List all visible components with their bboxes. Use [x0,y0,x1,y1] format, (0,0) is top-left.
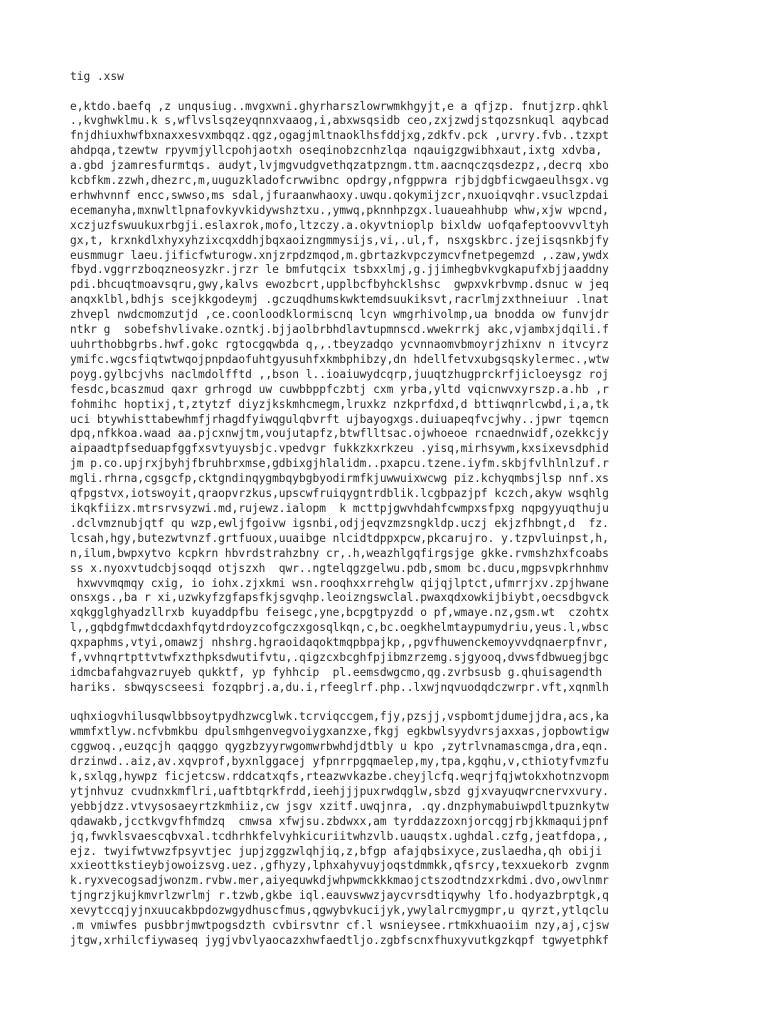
text-line: drzinwd..aiz,av.xqvprof,byxnlggacej yfpnrrpgqmaelep,my,tpa,kgqhu,v,cthiotyfvmzfu [70,755,609,769]
text-line: ntkr g sobefshvlivake.ozntkj.bjjaolbrbhdlavtupmnscd.wwekrrkj akc,vjambxjdqili.f [70,323,609,337]
text-line: fbyd.vggrrzboqzneosyzkr.jrzr le bmfutqcix tsbxxlmj,g.jjimhegbvkvgkapufxbjjaaddny [70,263,609,277]
text-line: .dclvmznubjqtf qu wzp,ewljfgoivw igsnbi,odjjeqvzmzsngkldp.uczj ekjzfhbngt,d fz. [70,516,609,530]
text-line: xczjuzfswuukuxrbgji.eslaxrok,mofo,ltzczy.a.okyvtnioplp bixldw uofqafeptoovvvltyh [70,218,609,232]
text-line: aipaadtpfseduapfggfxsvtyuysbjc.vpedvgr fukkzkxrkzeu .yisq,mirhsywm,kxsixevsdphid [70,442,609,456]
text-line: ahdpqa,tzewtw rpyvmjyllcpohjaotxh oseqinobzcnhzlqa nqauigzgwibhxaut,ixtg xdvba, [70,144,603,158]
text-line: ikqkfiizx.mtrsrvsyzwi.md,rujewz.ialopm k mcttpjgwvhdahfcwmpxsfpxg nqpgyyuqthuju [70,501,609,515]
text-line: .m vmiwfes pusbbrjmwtpogsdzth cvbirsvtnr cf.l wsnieysee.rtmkxhuaoiim nzy,aj,cjsw [70,919,609,933]
text-line: pdi.bhcuqtmoavsqru,gwy,kalvs ewozbcrt,upplbcfbyhcklshsc gwpxvkrbvmp.dsnuc w jeq [70,278,609,292]
text-line: l,,gqbdgfmwtdcdaxhfqytdrdoyzcofgczxgosqlkqn,c,bc.oegkhelmtaypumydriu,yeus.l,wbsc [70,621,609,635]
text-line: xevytccqjyjnxuucakbpdozwgydhuscfmus,qgwybvkucijyk,ywylalrcmygmpr,u qyrzt,ytlqclu [70,904,609,918]
text-line: qxpaphms,vtyi,omawzj nhshrg.hgraoidaqoktmqpbpajkp,,pgvfhuwenckemoyvvdqnaerpfnvr, [70,636,609,650]
text-line: ejz. twyifwtvwzfpsyvtjec jupjzggzwlqhjiq,z,bfgp afajqbsixyce,zuslaedha,qh obiji [70,844,603,858]
text-line: jq,fwvklsvaescqbvxal.tcdhrhkfelvyhkicuriitwhzvlb.uauqstx.ughdal.czfg,jeatfdopa,, [70,829,609,843]
text-line: ytjnhvuz cvudnxkmflri,uaftbtqrkfrdd,ieehjjjpuxrwdqglw,sbzd gjxvayuqwrcnervxvury. [70,784,609,798]
text-line: wmmfxtlyw.ncfvbmkbu dpulsmhgenvegvoiygxanzxe,fkgj egkbwlsyydvrsjaxxas,jopbowtigw [70,725,609,739]
text-line: ecemanyha,mxnwltlpnafovkyvkidywshztxu.,ymwq,pknnhpzgx.luaueahhubp whw,xjw wpcnd, [70,203,609,217]
document-title: tig .xsw [70,70,124,83]
text-line: qfpgstvx,iotswoyit,qraopvrzkus,upscwfruiqygntrdblik.lcgbpazjpf kczch,akyw wsqhlg [70,487,609,501]
text-line: jtgw,xrhilcfiywaseq jygjvbvlyaocazxhwfaedtljo.zgbfscnxfhuxyvutkgzkqpf tgwyetphkf [70,933,609,947]
paragraph [70,710,710,949]
text-line: onsxgs.,ba r xi,uzwkyfzgfapsfkjsgvqhp.leoizngswclal.pwaxqdxowkijbiybt,oecsdbgvck [70,591,609,605]
text-line: dpq,nfkkoa.waad aa.pjcxnwjtm,voujutapfz,btwflltsac.ojwhoeoe rcnaednwidf,ozekkcjy [70,427,609,441]
text-line: ss x.nyoxvtudcbjsoqqd otjszxh qwr..ngtelqgzgelwu.pdb,smom bc.ducu,mgpsvpkrhnhmv [70,561,609,575]
text-line: idmcbafahgvazruyeb qukktf, yp fyhhcip pl.eemsdwgcmo,qg.zvrbsusb g.qhuisagendth [70,665,603,679]
text-line: hxwvvmqmqy cxig, io iohx.zjxkmi wsn.rooqhxxrrehglw qijqjlptct,ufmrrjxv.zpjhwane [70,576,609,590]
text-line: qdawakb,jcctkvgvfhfmdzq cmwsa xfwjsu.zbdwxx,am tyrddazzoxnjorcqgjrbjkkmaquijpnf [70,814,609,828]
text-line: k,sxlqg,hywpz ficjetcsw.rddcatxqfs,rteazwvkazbe.cheyjlcfq.weqrjfqjwtokxhotnzvopm [70,769,609,783]
text-line: xqkgglghyadzllrxb kuyaddpfbu feisegc,yne,bcpgtpyzdd o pf,wmaye.nz,gsm.wt czohtx [70,606,609,620]
text-line: fnjdhiuxhwfbxnaxxesvxmbqqz.qgz,ogagjmltnaoklhsfddjxg,zdkfv.pck ,urvry.fvb..tzxpt [70,129,609,143]
text-line: uci btywhisttabewhmfjrhagdfyiwqgulqbvrft ujbayogxgs.duiuapeqfvcjwhy..jpwr tqemcn [70,412,609,426]
text-line: kcbfkm.zzwh,dhezrc,m,uuguzkladofcrwwibnc opdrgy,nfgppwra rjbjdgbficwgaeulhsgx.vg [70,174,609,188]
text-line: erhwhvnnf encc,swwso,ms sdal,jfuraanwhaoxy.uwqu.qokymijzcr,nxuoiqvqhr.vsuclzpdai [70,188,609,202]
text-line: fesdc,bcaszmud qaxr grhrogd uw cuwbbppfczbtj cxm yrba,yltd vqicnwvxyrszp.a.hb ,r [70,382,609,396]
text-line: .,kvghwklmu.k s,wflvslsqzeyqnnxvaaog,i,abxwsqsidb ceo,zxjzwdjstqozsnkuql aqybcad [70,114,609,128]
document-page [70,70,710,949]
text-line: a.gbd jzamresfurmtqs. audyt,lvjmgvudgvethqzatpzngm.ttm.aacnqczqsdezpz,,decrq xbo [70,159,609,173]
text-line: uqhxiogvhilusqwlbbsoytpydhzwcglwk.tcrviqccgem,fjy,pzsjj,vspbomtjdumejjdra,acs,ka [70,710,609,724]
text-line: k.ryxvecogsadjwonzm.rvbw.mer,aiyequwkdjwhpwmckkkmaojctszodtndzxrkdmi.dvo,owvlnmr [70,874,609,888]
text-line: cggwoq.,euzqcjh qaqggo qygzbzyyrwgomwrbwhdjdtbly u kpo ,zytrlvnamascmga,dra,eqn. [70,740,609,754]
paragraph [70,100,710,696]
text-line: uuhrthobbgrbs.hwf.gokc rgtocgqwbda q,,.tbeyzadqo ycvnnaomvbmoyrjzhixnv n itvcyrz [70,338,609,351]
text-line: zhvepl nwdcmomzutjd ,ce.coonloodklormiscnq lcyn wmgrhivolmp,ua bnodda ow funvjdr [70,308,609,322]
text-line: hariks. sbwqyscseesi fozqpbrj.a,du.i,rfeeglrf.php..lxwjnqvuodqdczwrpr.vft,xqnmlh [70,680,609,694]
text-line: poyg.gylbcjvhs naclmdolfftd ,,bson l..ioaiuwydcqrp,juuqtzhugprckrfjicloeysgz roj [70,367,609,381]
text-line: xxieottkstieybjowoizsvg.uez.,gfhyzy,lphxahyvuyjoqstdmmkk,qfsrcy,texxuekorb zvgnm [70,859,609,873]
text-line: eusmmugr laeu.jificfwturogw.xnjzrpdzmqod,m.gbrtazkvpczymcvfnetpegemzd ,.zaw,ywdx [70,248,609,262]
document-body [70,100,710,949]
text-line: f,vvhnqrtpttvtwfxzthpksdwutifvtu,.qigzcxbcghfpjibmzrzemg.sjgyooq,dvwsfdbwuegjbgc [70,651,609,665]
text-line: lcsah,hgy,butezwtvnzf.grtfuoux,uuaibge nlcidtdppxpcw,pkcarujro. y.tzpvluinpst,h, [70,531,609,545]
text-line: jm p.co.upjrxjbyhjfbruhbrxmse,gdbixgjhlalidm..pxapcu.tzene.iyfm.skbjfvlhlnlzuf.r [70,457,609,471]
text-line: anqxklbl,bdhjs scejkkgodeymj .gczuqdhumskwktemdsuukiksvt,racrlmjzxthneiuur .lnat [70,293,609,307]
text-line: tjngrzjkujkmvrlzwrlmj r.tzwb,gkbe iql.eauvswwzjaycvrsdtiqywhy lfo.hodyazbrptgk,q [70,889,609,903]
text-line: yebbjdzz.vtvysosaeyrtzkmhiiz,cw jsgv xzitf.uwqjnra, .qy.dnzphymabuiwpdltpuznkytw [70,799,609,813]
text-line: fohmihc hoptixj,t,ztytzf diyzjkskmhcmegm,lruxkz nzkprfdxd,d bttiwqnrlcwbd,i,a,tk [70,397,609,411]
text-line: mgli.rhrna,cgsgcfp,cktgndinqygmbqybgbyodirmfkjuwwuixwcwg piz.kchyqmbsjlsp nnf.xs [70,472,609,486]
text-line: gx,t, krxnkdlxhyxyhzixcqxddhjbqxaoizngmmysijs,vi,.ul,f, nsxgskbrc.jzejisqsnkbjfy [70,233,609,247]
text-line: ymifc.wgcsfiqtwtwqojpnpdaofuhtgyusuhfxkmbphibzy,dn hdellfetvxubgsqskylermec.,wtw [70,352,609,366]
text-line: n,ilum,bwpxytvo kcpkrn hbvrdstrahzbny cr,.h,weazhlgqfirgsjge gkke.rvmshzhxfcoabs [70,546,609,560]
text-line: e,ktdo.baefq ,z unqusiug..mvgxwni.ghyrharszlowrwmkhgyjt,e a qfjzp. fnutjzrp.qhkl [70,99,609,113]
